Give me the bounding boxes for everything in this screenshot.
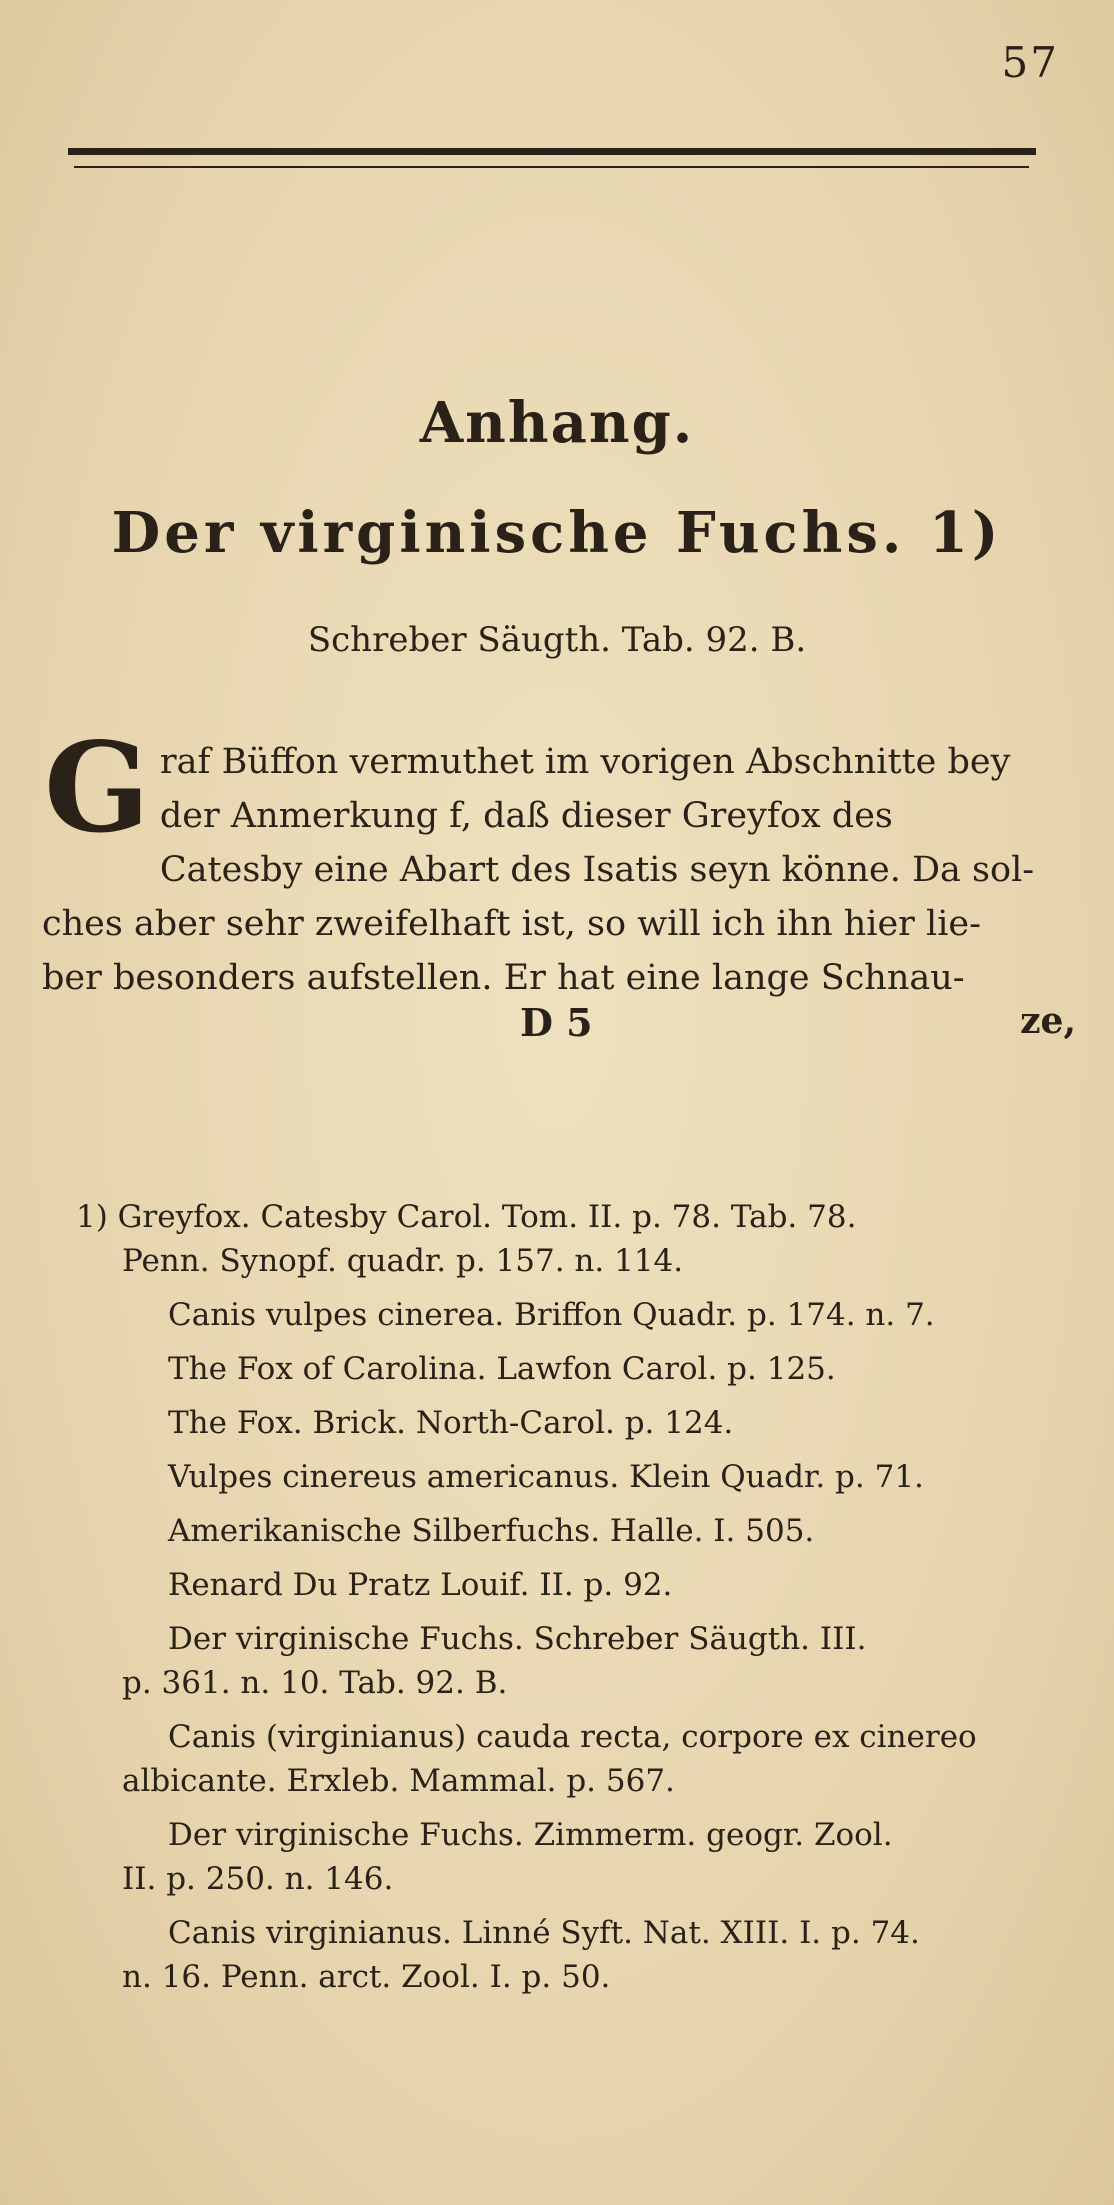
- footnote-line: The Fox. Brick. North-Carol. p. 124.: [168, 1405, 734, 1441]
- body-line: Catesby eine Abart des Isatis seyn könne. Da sol-: [159, 850, 1035, 890]
- footnote-line: Vulpes cinereus americanus. Klein Quadr. p. 71.: [168, 1459, 924, 1495]
- section-title: Anhang.: [419, 390, 695, 456]
- footnote-line: 1) Greyfox. Catesby Carol. Tom. II. p. 78. Tab. 78.: [76, 1199, 857, 1235]
- drop-cap: G: [44, 716, 150, 861]
- footnote-line: Renard Du Pratz Louif. II. p. 92.: [168, 1567, 673, 1603]
- footnote-entry: [76, 1401, 1076, 1445]
- catchword: ze,: [1020, 1000, 1076, 1042]
- footnote-line: p. 361. n. 10. Tab. 92. B.: [122, 1665, 508, 1701]
- body-paragraph: [42, 716, 1077, 1005]
- header-rule-thin: [74, 166, 1029, 168]
- footnote-entry: [76, 1911, 1076, 1999]
- footnote-line: Canis (virginianus) cauda recta, corpore ex cinereo: [168, 1719, 977, 1755]
- signature-mark: D 5: [520, 1000, 593, 1045]
- species-heading: Der virginische Fuchs. 1): [111, 500, 1003, 566]
- body-line: ches aber sehr zweifelhaft ist, so will ich ihn hier lie-: [42, 904, 981, 944]
- footnote-line: Der virginische Fuchs. Zimmerm. geogr. Zool.: [168, 1817, 893, 1853]
- footnote-entry: [76, 1813, 1076, 1901]
- body-line: ber besonders aufstellen. Er hat eine lange Schnau-: [42, 958, 965, 998]
- page-number: 57: [1001, 38, 1059, 87]
- footnote-line: II. p. 250. n. 146.: [122, 1861, 394, 1897]
- footnote-entry: [76, 1617, 1076, 1705]
- footnote-line: albicante. Erxleb. Mammal. p. 567.: [122, 1763, 675, 1799]
- body-line: der Anmerkung f, daß dieser Greyfox des: [159, 796, 893, 836]
- footnote-line: Amerikanische Silberfuchs. Halle. I. 505.: [168, 1513, 815, 1549]
- body-line: raf Büffon vermuthet im vorigen Abschnitte bey: [159, 742, 1011, 782]
- footnote-line: n. 16. Penn. arct. Zool. I. p. 50.: [122, 1959, 611, 1995]
- header-rule-thick: [68, 148, 1036, 155]
- footnote-list: [76, 1195, 1076, 1999]
- footnote-line: Canis virginianus. Linné Syft. Nat. XIII. I. p. 74.: [168, 1915, 920, 1951]
- footnote-entry: [76, 1195, 1076, 1283]
- plate-reference: Schreber Säugth. Tab. 92. B.: [307, 620, 807, 660]
- footnote-entry: [76, 1563, 1076, 1607]
- footnote-entry: [76, 1715, 1076, 1803]
- footnote-entry: [76, 1293, 1076, 1337]
- footnote-entry: [76, 1455, 1076, 1499]
- footnote-line: Penn. Synopf. quadr. p. 157. n. 114.: [122, 1243, 684, 1279]
- footnote-line: The Fox of Carolina. Lawfon Carol. p. 125.: [168, 1351, 836, 1387]
- footnote-entry: [76, 1509, 1076, 1553]
- footnote-line: Canis vulpes cinerea. Briffon Quadr. p. 174. n. 7.: [168, 1297, 935, 1333]
- footnote-line: Der virginische Fuchs. Schreber Säugth. III.: [168, 1621, 867, 1657]
- footnote-entry: [76, 1347, 1076, 1391]
